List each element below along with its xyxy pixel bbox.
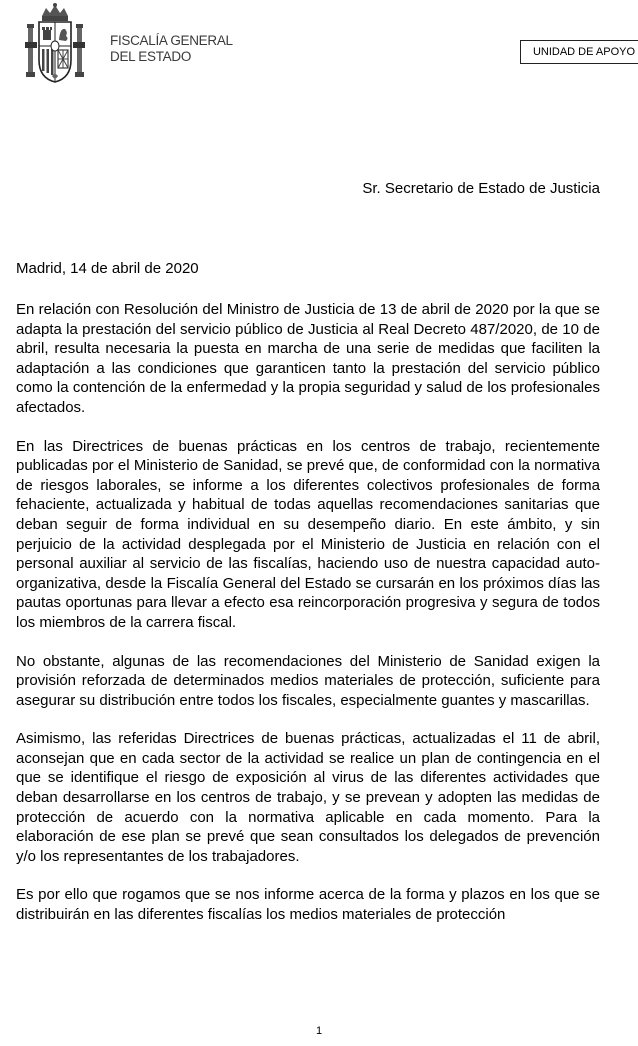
organization-name-line1: FISCALÍA GENERAL: [110, 33, 233, 48]
paragraph: En las Directrices de buenas prácticas en los centros de trabajo, recientemente publicadas por el Ministerio de Sanidad, se prevé que, de conformidad con la normativa de riesgos laborales, se informe a los diferentes colectivos profesionales de forma fehaciente, actualizada y habitual de todas aquellas recomendaciones sanitarias que deban seguir de forma individual en su desempeño diario. En este ámbito, y sin perjuicio de la actividad desplegada por el Ministerio de Justicia en relación con el personal auxiliar al servicio de las fiscalías, haciendo uso de nuestra capacidad auto-organizativa, desde la Fiscalía General del Estado se cursarán en los próximos días las pautas oportunas para llevar a efecto esa reincorporación progresiva y segura de todos los miembros de la carrera fiscal.: [16, 437, 600, 631]
letterhead: [24, 2, 636, 92]
unit-label-box: UNIDAD DE APOYO: [520, 40, 638, 64]
letter-body: [16, 300, 600, 944]
paragraph: En relación con Resolución del Ministro de Justicia de 13 de abril de 2020 por la que se adapta la prestación del servicio público de Justicia al Real Decreto 487/2020, de 10 de abril, resulta necesaria la puesta en marcha de una serie de medidas que faciliten la adaptación a las condiciones que garanticen tanto la prestación del servicio público como la contención de la enfermedad y la propia seguridad y salud de los profesionales afectados.: [16, 301, 600, 416]
recipient: Sr. Secretario de Estado de Justicia: [362, 180, 600, 197]
paragraph: Es por ello que rogamos que se nos informe acerca de la forma y plazos en los que se distribuirán en las diferentes fiscalías los medios materiales de protección: [16, 886, 600, 924]
organization-name-line2: DEL ESTADO: [110, 49, 192, 64]
paragraph: No obstante, algunas de las recomendaciones del Ministerio de Sanidad exigen la provisión reforzada de determinados medios materiales de protección, suficiente para asegurar su distribución entre todos los fiscales, especialmente guantes y mascarillas.: [16, 652, 600, 709]
paragraph: Asimismo, las referidas Directrices de buenas prácticas, actualizadas el 11 de abril, aconsejan que en cada sector de la actividad se realice un plan de contingencia en el que se identifique el riesgo de exposición al virus de las diferentes actividades que deban desarrollarse en los centros de trabajo, y se prevean y adopten las medidas de protección de acuerdo con la normativa aplicable en cada momento. Para la elaboración de ese plan se prevé que sean consultados los delegados de prevención y/o los representantes de los trabajadores.: [16, 730, 600, 865]
page-number: 1: [315, 1025, 323, 1037]
organization-name: [110, 33, 233, 65]
spanish-coat-of-arms-icon: [24, 2, 86, 88]
letter-date: Madrid, 14 de abril de 2020: [16, 260, 199, 277]
